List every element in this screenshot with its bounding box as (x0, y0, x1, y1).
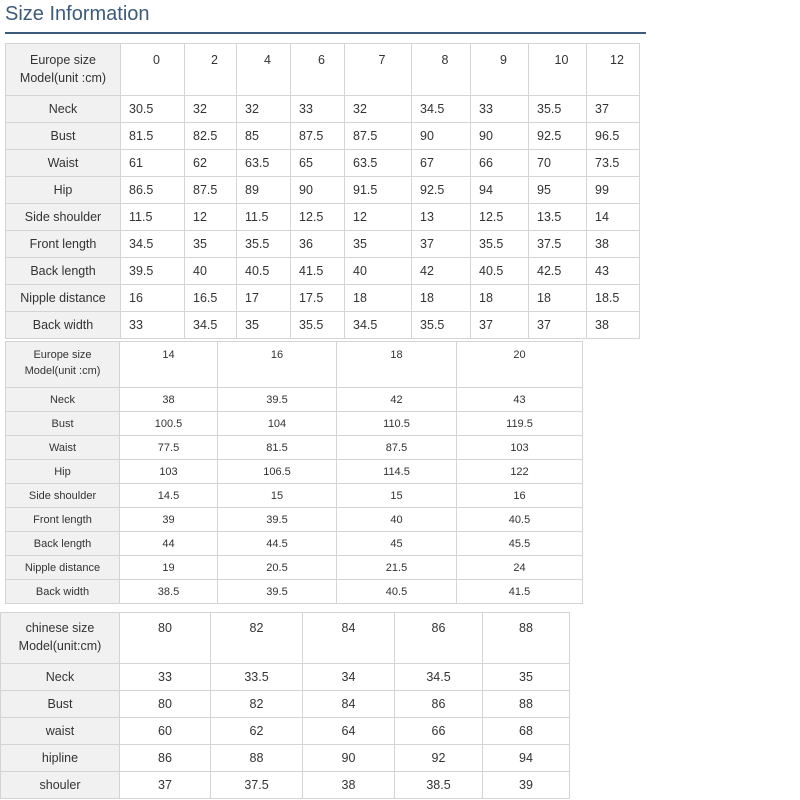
measurement-value: 39.5 (218, 580, 337, 604)
measurement-label: Back width (6, 312, 121, 339)
page-title: Size Information (5, 3, 150, 25)
size-column-header: 82 (211, 613, 303, 664)
measurement-value: 70 (529, 150, 587, 177)
measurement-value: 63.5 (345, 150, 412, 177)
measurement-value: 14 (587, 204, 640, 231)
measurement-value: 43 (587, 258, 640, 285)
measurement-value: 14.5 (120, 484, 218, 508)
measurement-value: 40 (185, 258, 237, 285)
measurement-value: 42 (412, 258, 471, 285)
size-column-header: 86 (395, 613, 483, 664)
header-label-line: chinese size (25, 621, 95, 635)
measurement-value: 38 (587, 231, 640, 258)
measurement-label: Front length (6, 231, 121, 258)
measurement-value: 62 (185, 150, 237, 177)
measurement-value: 38 (120, 388, 218, 412)
table-row (6, 258, 640, 285)
measurement-value: 37 (529, 312, 587, 339)
measurement-value: 45 (337, 532, 457, 556)
size-table-europe-small (5, 43, 640, 339)
measurement-value: 41.5 (291, 258, 345, 285)
size-column-header: 16 (218, 342, 337, 388)
measurement-value: 12 (345, 204, 412, 231)
measurement-value: 33 (120, 664, 211, 691)
measurement-value: 42 (337, 388, 457, 412)
measurement-value: 11.5 (237, 204, 291, 231)
measurement-value: 73.5 (587, 150, 640, 177)
size-table-chinese (0, 612, 570, 799)
title-underline (5, 32, 646, 34)
measurement-value: 33 (291, 96, 345, 123)
measurement-label: Back width (6, 580, 120, 604)
measurement-value: 86 (120, 745, 211, 772)
measurement-value: 35 (483, 664, 570, 691)
table-header-row (6, 342, 583, 388)
measurement-value: 64 (303, 718, 395, 745)
measurement-label: Front length (6, 508, 120, 532)
table-row (6, 231, 640, 258)
measurement-value: 104 (218, 412, 337, 436)
measurement-value: 82 (211, 691, 303, 718)
table-row (6, 285, 640, 312)
measurement-value: 90 (303, 745, 395, 772)
measurement-value: 38 (587, 312, 640, 339)
size-column-header: 7 (345, 44, 412, 96)
measurement-value: 12.5 (291, 204, 345, 231)
measurement-value: 87.5 (345, 123, 412, 150)
measurement-value: 81.5 (121, 123, 185, 150)
table-row (1, 772, 570, 799)
measurement-value: 32 (185, 96, 237, 123)
measurement-value: 103 (120, 460, 218, 484)
measurement-value: 88 (211, 745, 303, 772)
measurement-value: 39 (120, 508, 218, 532)
measurement-value: 82.5 (185, 123, 237, 150)
table-row (6, 436, 583, 460)
size-column-header: 0 (121, 44, 185, 96)
measurement-label: Neck (1, 664, 120, 691)
measurement-value: 38.5 (120, 580, 218, 604)
measurement-value: 34.5 (395, 664, 483, 691)
table-row (1, 664, 570, 691)
table-row (6, 556, 583, 580)
measurement-value: 94 (471, 177, 529, 204)
size-column-header: 2 (185, 44, 237, 96)
measurement-value: 40.5 (237, 258, 291, 285)
measurement-value: 114.5 (337, 460, 457, 484)
table-row (6, 580, 583, 604)
table-row (6, 508, 583, 532)
measurement-value: 85 (237, 123, 291, 150)
measurement-label: waist (1, 718, 120, 745)
size-column-header: 12 (587, 44, 640, 96)
measurement-value: 32 (345, 96, 412, 123)
measurement-value: 12.5 (471, 204, 529, 231)
measurement-value: 39.5 (218, 508, 337, 532)
measurement-label: Hip (6, 460, 120, 484)
table-row (6, 150, 640, 177)
measurement-value: 35 (237, 312, 291, 339)
measurement-label: Neck (6, 96, 121, 123)
measurement-value: 39.5 (218, 388, 337, 412)
measurement-value: 13.5 (529, 204, 587, 231)
table-row (6, 532, 583, 556)
measurement-value: 87.5 (291, 123, 345, 150)
table-row (6, 177, 640, 204)
header-label-line: Model(unit :cm) (19, 71, 107, 85)
measurement-value: 40.5 (471, 258, 529, 285)
header-label-line: Europe size (29, 53, 96, 67)
measurement-value: 39.5 (121, 258, 185, 285)
measurement-value: 99 (587, 177, 640, 204)
measurement-value: 35.5 (237, 231, 291, 258)
measurement-value: 34.5 (345, 312, 412, 339)
measurement-value: 88 (483, 691, 570, 718)
measurement-value: 34.5 (121, 231, 185, 258)
size-column-header: 84 (303, 613, 395, 664)
measurement-value: 37 (587, 96, 640, 123)
measurement-label: Nipple distance (6, 556, 120, 580)
size-model-header (1, 613, 120, 664)
table-row (1, 745, 570, 772)
measurement-value: 110.5 (337, 412, 457, 436)
measurement-value: 106.5 (218, 460, 337, 484)
measurement-value: 18 (345, 285, 412, 312)
measurement-value: 34.5 (185, 312, 237, 339)
measurement-value: 12 (185, 204, 237, 231)
size-table-europe-large (5, 341, 583, 604)
measurement-value: 61 (121, 150, 185, 177)
measurement-value: 96.5 (587, 123, 640, 150)
measurement-value: 67 (412, 150, 471, 177)
size-column-header: 6 (291, 44, 345, 96)
measurement-value: 100.5 (120, 412, 218, 436)
measurement-value: 44 (120, 532, 218, 556)
measurement-label: Hip (6, 177, 121, 204)
measurement-value: 33 (471, 96, 529, 123)
measurement-value: 32 (237, 96, 291, 123)
measurement-label: Bust (6, 412, 120, 436)
measurement-value: 37.5 (211, 772, 303, 799)
measurement-value: 35 (345, 231, 412, 258)
measurement-value: 35.5 (529, 96, 587, 123)
measurement-value: 35 (185, 231, 237, 258)
measurement-label: Back length (6, 258, 121, 285)
size-column-header: 10 (529, 44, 587, 96)
measurement-value: 16 (457, 484, 583, 508)
size-column-header: 9 (471, 44, 529, 96)
measurement-label: Waist (6, 436, 120, 460)
header-label-line: Model(unit :cm) (24, 365, 101, 377)
measurement-value: 17 (237, 285, 291, 312)
measurement-value: 40 (337, 508, 457, 532)
measurement-value: 39 (483, 772, 570, 799)
measurement-value: 18 (412, 285, 471, 312)
measurement-value: 38.5 (395, 772, 483, 799)
measurement-value: 65 (291, 150, 345, 177)
measurement-value: 36 (291, 231, 345, 258)
measurement-value: 103 (457, 436, 583, 460)
measurement-value: 19 (120, 556, 218, 580)
measurement-value: 45.5 (457, 532, 583, 556)
measurement-value: 86.5 (121, 177, 185, 204)
size-column-header: 20 (457, 342, 583, 388)
measurement-value: 87.5 (337, 436, 457, 460)
measurement-value: 94 (483, 745, 570, 772)
measurement-value: 20.5 (218, 556, 337, 580)
measurement-value: 40.5 (337, 580, 457, 604)
measurement-value: 80 (120, 691, 211, 718)
measurement-value: 84 (303, 691, 395, 718)
measurement-value: 44.5 (218, 532, 337, 556)
measurement-value: 81.5 (218, 436, 337, 460)
measurement-value: 89 (237, 177, 291, 204)
measurement-value: 86 (395, 691, 483, 718)
measurement-value: 15 (218, 484, 337, 508)
size-column-header: 8 (412, 44, 471, 96)
measurement-value: 90 (412, 123, 471, 150)
measurement-value: 21.5 (337, 556, 457, 580)
size-column-header: 4 (237, 44, 291, 96)
measurement-value: 16.5 (185, 285, 237, 312)
measurement-label: Side shoulder (6, 484, 120, 508)
measurement-value: 34 (303, 664, 395, 691)
measurement-label: Side shoulder (6, 204, 121, 231)
measurement-value: 15 (337, 484, 457, 508)
measurement-label: Bust (1, 691, 120, 718)
measurement-value: 16 (121, 285, 185, 312)
measurement-value: 30.5 (121, 96, 185, 123)
measurement-label: Back length (6, 532, 120, 556)
measurement-value: 40 (345, 258, 412, 285)
table-row (6, 204, 640, 231)
table-row (1, 691, 570, 718)
measurement-label: Nipple distance (6, 285, 121, 312)
measurement-value: 92.5 (412, 177, 471, 204)
measurement-label: hipline (1, 745, 120, 772)
size-model-header (6, 44, 121, 96)
measurement-value: 41.5 (457, 580, 583, 604)
table-row (1, 718, 570, 745)
table-row (6, 460, 583, 484)
measurement-value: 87.5 (185, 177, 237, 204)
measurement-value: 95 (529, 177, 587, 204)
measurement-value: 33 (121, 312, 185, 339)
measurement-value: 34.5 (412, 96, 471, 123)
measurement-value: 37 (120, 772, 211, 799)
size-column-header: 80 (120, 613, 211, 664)
measurement-value: 60 (120, 718, 211, 745)
measurement-value: 92 (395, 745, 483, 772)
measurement-value: 24 (457, 556, 583, 580)
measurement-value: 38 (303, 772, 395, 799)
table-row (6, 96, 640, 123)
measurement-value: 68 (483, 718, 570, 745)
measurement-label: Bust (6, 123, 121, 150)
measurement-value: 37 (471, 312, 529, 339)
measurement-value: 33.5 (211, 664, 303, 691)
measurement-value: 66 (471, 150, 529, 177)
header-label-line: Europe size (33, 349, 92, 361)
measurement-value: 18 (471, 285, 529, 312)
measurement-value: 62 (211, 718, 303, 745)
measurement-value: 66 (395, 718, 483, 745)
measurement-value: 37 (412, 231, 471, 258)
measurement-value: 18.5 (587, 285, 640, 312)
measurement-label: shouler (1, 772, 120, 799)
measurement-value: 40.5 (457, 508, 583, 532)
size-column-header: 88 (483, 613, 570, 664)
measurement-value: 35.5 (412, 312, 471, 339)
table-row (6, 412, 583, 436)
table-row (6, 388, 583, 412)
table-header-row (1, 613, 570, 664)
measurement-value: 119.5 (457, 412, 583, 436)
measurement-value: 17.5 (291, 285, 345, 312)
table-row (6, 123, 640, 150)
table-row (6, 312, 640, 339)
measurement-label: Neck (6, 388, 120, 412)
measurement-value: 37.5 (529, 231, 587, 258)
measurement-value: 11.5 (121, 204, 185, 231)
measurement-value: 122 (457, 460, 583, 484)
measurement-value: 43 (457, 388, 583, 412)
size-column-header: 18 (337, 342, 457, 388)
size-model-header (6, 342, 120, 388)
size-column-header: 14 (120, 342, 218, 388)
measurement-value: 13 (412, 204, 471, 231)
measurement-value: 92.5 (529, 123, 587, 150)
table-row (6, 484, 583, 508)
measurement-value: 90 (291, 177, 345, 204)
measurement-value: 91.5 (345, 177, 412, 204)
measurement-value: 18 (529, 285, 587, 312)
measurement-value: 35.5 (471, 231, 529, 258)
measurement-value: 90 (471, 123, 529, 150)
table-header-row (6, 44, 640, 96)
measurement-value: 63.5 (237, 150, 291, 177)
measurement-value: 42.5 (529, 258, 587, 285)
measurement-value: 35.5 (291, 312, 345, 339)
measurement-value: 77.5 (120, 436, 218, 460)
header-label-line: Model(unit:cm) (18, 639, 102, 653)
measurement-label: Waist (6, 150, 121, 177)
